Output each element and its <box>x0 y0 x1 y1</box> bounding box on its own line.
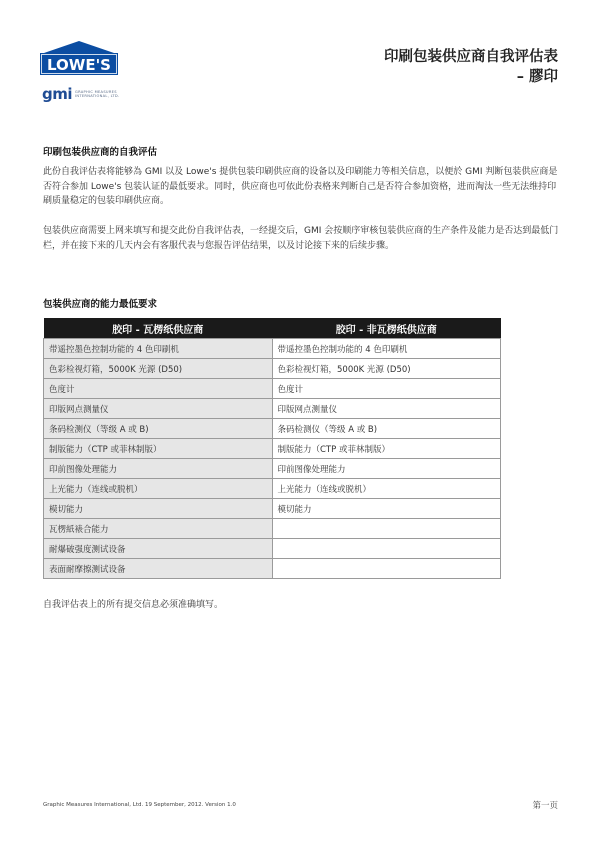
table-row <box>44 419 501 439</box>
table-row <box>44 359 501 379</box>
table-cell-empty <box>272 539 501 559</box>
table-cell: 条码检测仪（等级 A 或 B) <box>44 419 273 439</box>
column-header-non-corrugated: 胶印 - 非瓦楞纸供应商 <box>272 318 501 339</box>
gmi-tagline: GRAPHIC MEASURES INTERNATIONAL, LTD. <box>75 89 120 98</box>
table-cell-empty <box>272 519 501 539</box>
table-row <box>44 539 501 559</box>
table-row <box>44 479 501 499</box>
table-row <box>44 559 501 579</box>
intro-paragraph-2: 包装供应商需要上网来填写和提交此份自我评估表，一经提交后，GMI 会按顺序审核包装供应商的生产条件及能力是否达到最低门栏，并在接下来的几天内会有客服代表与您报告评估结果，以及讨论接下来的后续步骤。 <box>43 226 559 251</box>
table-header-row <box>44 318 501 339</box>
table-cell: 制版能力（CTP 或菲林制版） <box>44 439 273 459</box>
logo-block <box>40 40 130 102</box>
accuracy-note: 自我评估表上的所有提交信息必须准确填写。 <box>43 600 224 610</box>
table-cell: 表面耐摩擦测试设备 <box>44 559 273 579</box>
document-title-line1: 印刷包装供应商自我评估表 <box>384 49 558 65</box>
table-cell: 色彩检视灯箱，5000K 光源 (D50) <box>44 359 273 379</box>
table-cell: 条码检测仪（等级 A 或 B) <box>272 419 501 439</box>
table-row <box>44 339 501 359</box>
table-row <box>44 459 501 479</box>
table-cell: 瓦楞紙裱合能力 <box>44 519 273 539</box>
lowes-logo-text: LOWE'S <box>47 56 111 74</box>
table-row <box>44 519 501 539</box>
table-row <box>44 399 501 419</box>
page-number: 第一页 <box>532 801 558 811</box>
table-cell: 色度计 <box>272 379 501 399</box>
table-row <box>44 439 501 459</box>
table-cell-empty <box>272 559 501 579</box>
intro-paragraph-1: 此份自我评估表将能够為 GMI 以及 Lowe's 提供包装印刷供应商的设备以及印刷能力等相关信息，以便於 GMI 判断包装供应商是否符合参加 Lowe's 包装认证的最低要求。同时，供应商也可依此份表格来判断自己是否符合参加资格，进而淘汰一些无法维持印刷质量稳定的包装印刷供应商。 <box>43 167 558 206</box>
document-title-line2: – 膠印 <box>516 69 558 85</box>
table-cell: 模切能力 <box>272 499 501 519</box>
gmi-logo-text: gmi <box>42 85 73 103</box>
table-cell: 上光能力（连线或脱机） <box>272 479 501 499</box>
table-cell: 模切能力 <box>44 499 273 519</box>
requirements-heading: 包装供应商的能力最低要求 <box>43 299 158 310</box>
table-row <box>44 499 501 519</box>
table-cell: 印版网点测量仪 <box>272 399 501 419</box>
table-cell: 带遥控墨色控制功能的 4 色印刷机 <box>272 339 501 359</box>
lowes-logo <box>40 40 118 82</box>
table-cell: 印前图像处理能力 <box>272 459 501 479</box>
table-cell: 色度计 <box>44 379 273 399</box>
requirements-table <box>43 318 501 579</box>
table-cell: 带遥控墨色控制功能的 4 色印刷机 <box>44 339 273 359</box>
table-cell: 印前图像处理能力 <box>44 459 273 479</box>
table-row <box>44 379 501 399</box>
table-cell: 耐爆破强度测试设备 <box>44 539 273 559</box>
table-cell: 上光能力（连线或脱机） <box>44 479 273 499</box>
table-cell: 制版能力（CTP 或菲林制版） <box>272 439 501 459</box>
footer-version: Graphic Measures International, Ltd. 19 September, 2012. Version 1.0 <box>43 802 236 808</box>
gmi-logo <box>42 85 121 103</box>
table-cell: 色彩检视灯箱，5000K 光源 (D50) <box>272 359 501 379</box>
table-cell: 印版网点测量仪 <box>44 399 273 419</box>
document-title <box>384 47 558 87</box>
intro-heading: 印刷包装供应商的自我评估 <box>43 147 158 158</box>
column-header-corrugated: 胶印 - 瓦楞纸供应商 <box>44 318 273 339</box>
